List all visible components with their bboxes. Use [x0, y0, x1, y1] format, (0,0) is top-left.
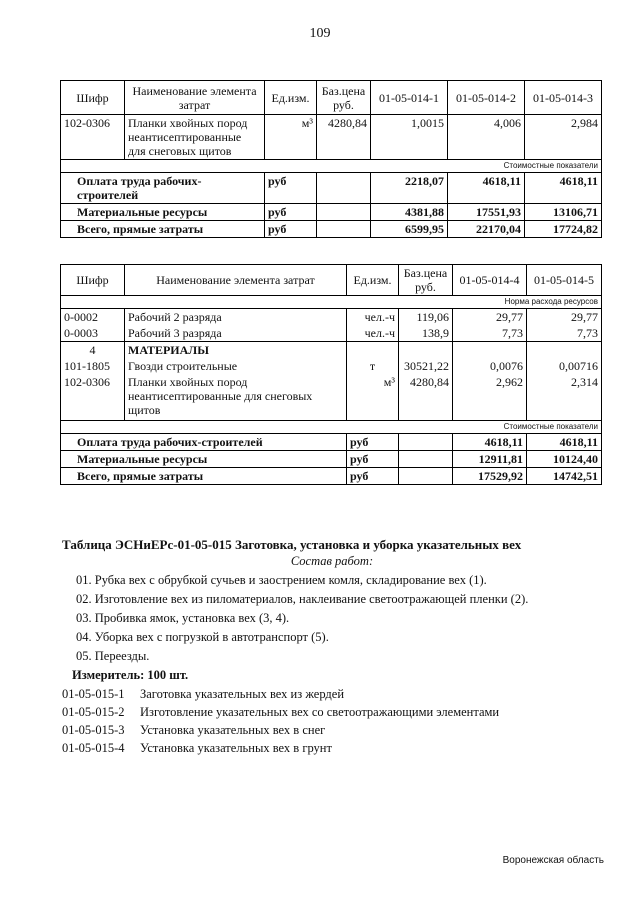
table-row: Оплата труда рабочих-строителей руб 2218,07 4618,11 4618,11 — [61, 173, 602, 204]
header-col-2: 01-05-014-2 — [448, 81, 525, 115]
header-name: Наименование элемента затрат — [125, 81, 265, 115]
work-item: 04. Уборка вех с погрузкой в автотранспорт (5). — [76, 630, 329, 644]
work-item: 03. Пробивка ямок, установка вех (3, 4). — [76, 611, 290, 625]
table-row: Материальные ресурсы руб 4381,88 17551,93 13106,71 — [61, 204, 602, 221]
code-item: 01-05-015-2 Изготовление указательных вех со светоотражающими элементами — [62, 705, 500, 719]
page-number: 109 — [309, 26, 331, 41]
header-col-1: 01-05-014-1 — [371, 81, 448, 115]
header-col-5: 01-05-014-5 — [527, 265, 602, 296]
table-row: Оплата труда рабочих-строителей руб 4618,11 4618,11 — [61, 433, 602, 450]
cost-label: Стоимостные показатели — [61, 420, 602, 433]
header-code: Шифр — [61, 81, 125, 115]
work-item: 05. Переезды. — [76, 649, 150, 663]
header-unit: Ед.изм. — [347, 265, 399, 296]
measure-unit: Измеритель: 100 шт. — [72, 668, 189, 682]
section-heading: Таблица ЭСНиЕРс-01-05-015 Заготовка, установка и уборка указательных вех — [62, 537, 522, 552]
cost-label: Стоимостные показатели — [61, 160, 602, 173]
code-item: 01-05-015-3 Установка указательных вех в снег — [62, 723, 326, 737]
code-item: 01-05-015-1 Заготовка указательных вех из жердей — [62, 687, 345, 701]
header-name: Наименование элемента затрат — [125, 265, 347, 296]
header-col-3: 01-05-014-3 — [525, 81, 602, 115]
header-price: Баз.цена руб. — [317, 81, 371, 115]
work-item: 02. Изготовление вех из пиломатериалов, наклеивание светоотражающей пленки (2). — [76, 592, 529, 606]
resource-table-014-4-5 — [60, 264, 602, 485]
work-item: 01. Рубка вех с обрубкой сучьев и заострением комля, складирование вех (1). — [76, 573, 487, 587]
footer-region: Воронежская область — [502, 855, 604, 866]
header-code: Шифр — [61, 265, 125, 296]
code-item: 01-05-015-4 Установка указательных вех в грунт — [62, 741, 332, 755]
table-row: 102-0306 Планки хвойных пород неантисептированные для снеговых щитов м³ 4280,84 1,0015 4,006 2,984 — [61, 115, 602, 160]
table-row: 102-0306 Планки хвойных пород неантисептированные для снеговых щитов м³ 4280,84 2,962 2,314 — [61, 374, 602, 420]
norm-label: Норма расхода ресурсов — [61, 296, 602, 309]
table-row: Материальные ресурсы руб 12911,81 10124,40 — [61, 450, 602, 467]
composition-title: Состав работ: — [290, 554, 374, 568]
table-row: Всего, прямые затраты руб 6599,95 22170,04 17724,82 — [61, 221, 602, 238]
table-row: Всего, прямые затраты руб 17529,92 14742,51 — [61, 467, 602, 484]
table-row: 0-0002 Рабочий 2 разряда чел.-ч 119,06 29,77 29,77 — [61, 309, 602, 326]
header-unit: Ед.изм. — [265, 81, 317, 115]
resource-table-014-1-3 — [60, 80, 602, 238]
header-price: Баз.цена руб. — [399, 265, 453, 296]
section-015 — [62, 537, 602, 756]
table-row: 0-0003 Рабочий 3 разряда чел.-ч 138,9 7,73 7,73 — [61, 325, 602, 342]
header-col-4: 01-05-014-4 — [453, 265, 527, 296]
table-row: 4 МАТЕРИАЛЫ — [61, 342, 602, 359]
table-row: 101-1805 Гвозди строительные т 30521,22 0,0076 0,00716 — [61, 358, 602, 374]
